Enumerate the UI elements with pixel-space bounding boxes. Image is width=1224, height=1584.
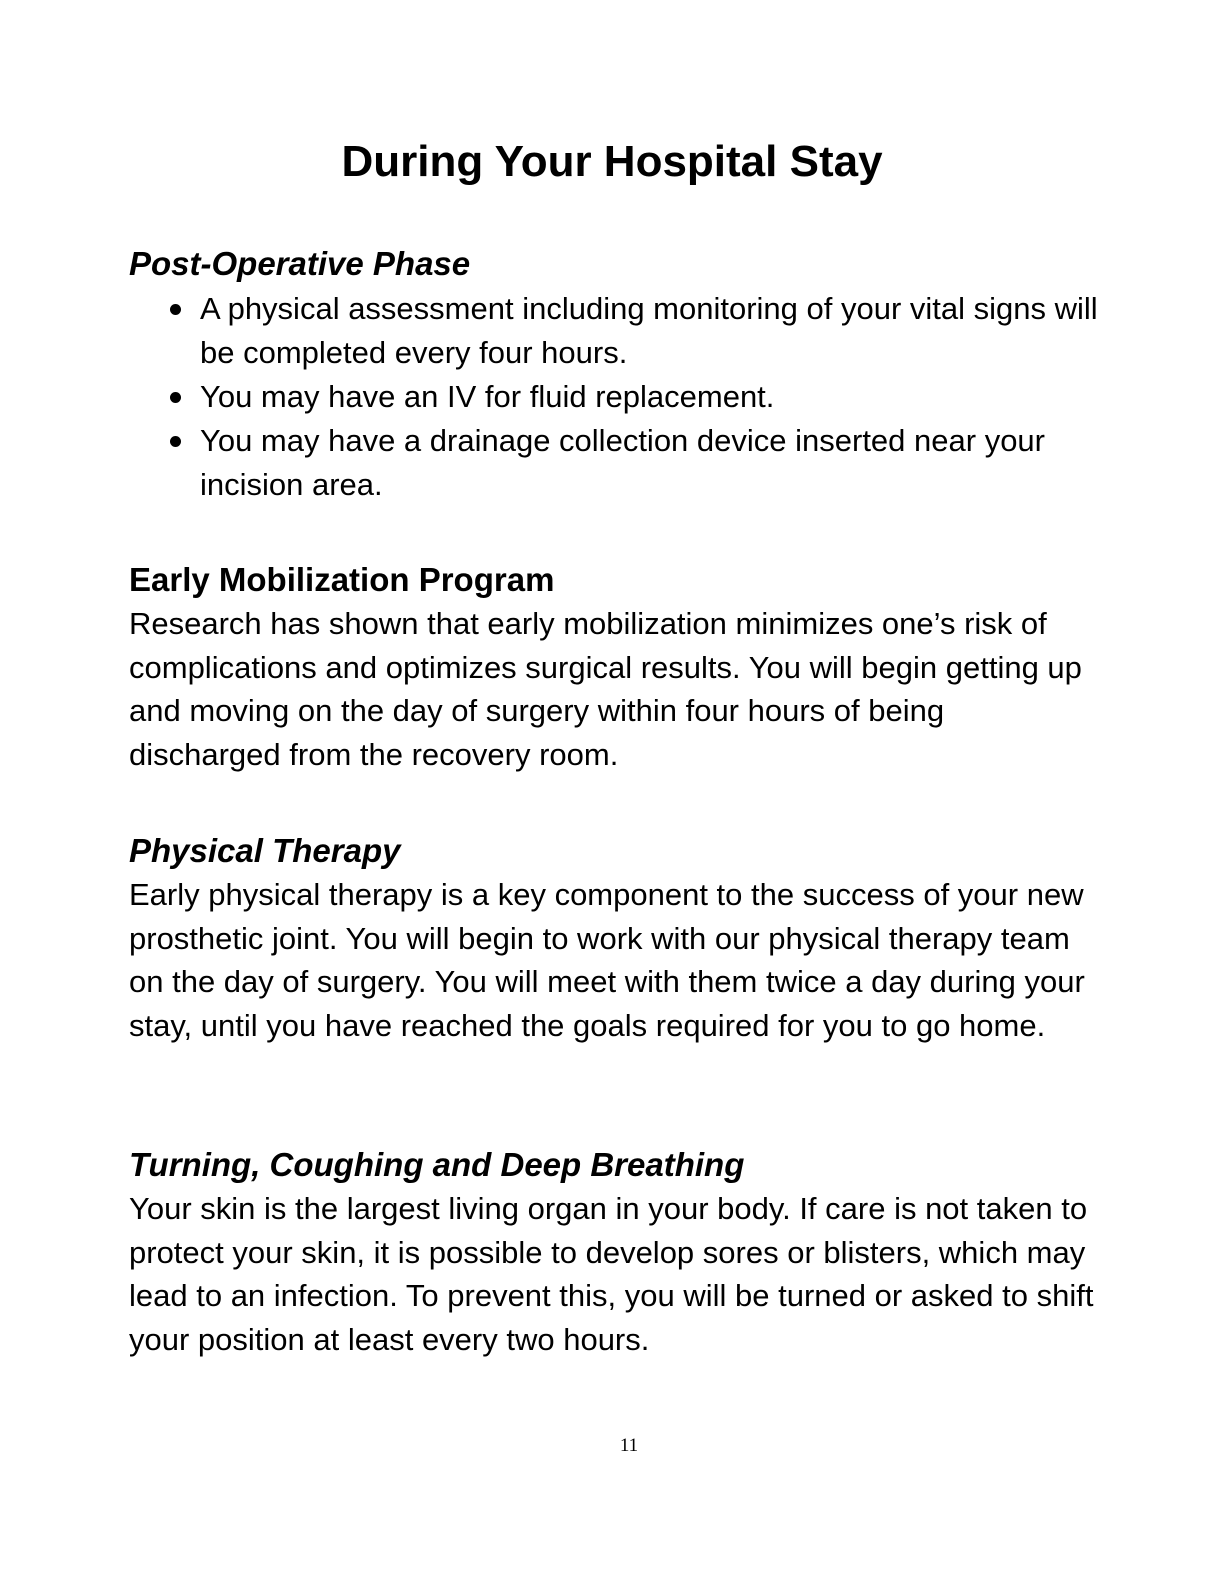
page-title: During Your Hospital Stay — [341, 137, 883, 186]
early-mobilization-heading: Early Mobilization Program — [129, 561, 555, 598]
list-item — [129, 287, 1099, 375]
bullet-icon — [170, 304, 181, 315]
early-mobilization-section — [129, 558, 1099, 776]
list-item — [129, 375, 1099, 419]
list-item-text: You may have an IV for fluid replacement. — [200, 379, 775, 414]
page-number: 11 — [619, 1435, 639, 1456]
list-item — [129, 419, 1099, 507]
bullet-icon — [170, 436, 181, 447]
physical-therapy-body: Early physical therapy is a key component to the success of your new prosthetic joint. You will begin to work with our physical therapy team on the day of surgery. You will meet with them twice a day during your stay, until you have reached the goals required for you to go home. — [129, 877, 1085, 1043]
bullet-icon — [170, 392, 181, 403]
list-item-text: You may have a drainage collection device inserted near your incision area. — [200, 423, 1045, 502]
turning-body: Your skin is the largest living organ in your body. If care is not taken to protect your skin, it is possible to develop sores or blisters, which may lead to an infection. To prevent this, you will be turned or asked to shift your position at least every two hours. — [129, 1191, 1094, 1357]
list-item-text: A physical assessment including monitoring of your vital signs will be completed every four hours. — [200, 291, 1098, 370]
post-operative-section — [129, 242, 1099, 507]
post-operative-heading: Post-Operative Phase — [129, 245, 471, 282]
physical-therapy-heading: Physical Therapy — [129, 832, 401, 869]
turning-heading: Turning, Coughing and Deep Breathing — [129, 1146, 745, 1183]
post-operative-list — [129, 287, 1099, 507]
early-mobilization-body: Research has shown that early mobilization minimizes one’s risk of complications and optimizes surgical results. You will begin getting up and moving on the day of surgery within four hours of being discharged from the recovery room. — [129, 606, 1082, 772]
turning-section — [129, 1143, 1099, 1361]
physical-therapy-section — [129, 829, 1099, 1047]
